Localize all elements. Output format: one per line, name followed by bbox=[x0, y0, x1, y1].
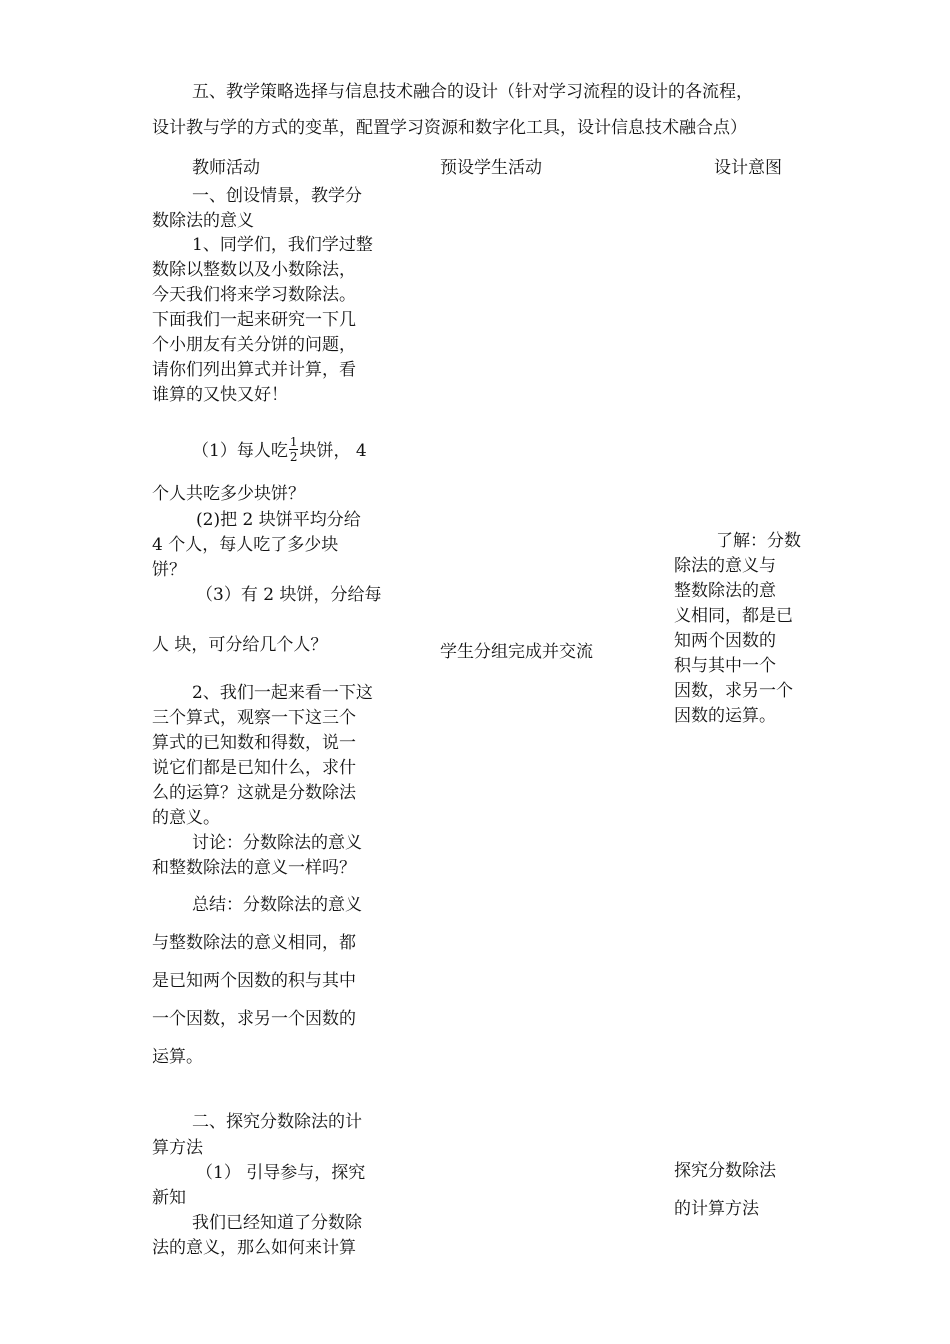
question-3-line: （3）有 2 块饼，分给每 bbox=[196, 585, 382, 605]
column-header-student: 预设学生活动 bbox=[440, 158, 542, 178]
summary-line: 是已知两个因数的积与其中 bbox=[152, 971, 356, 991]
discussion-line: 讨论：分数除法的意义 bbox=[192, 833, 362, 853]
intent-2-line: 探究分数除法 bbox=[674, 1161, 776, 1181]
summary-line: 总结：分数除法的意义 bbox=[192, 895, 362, 915]
paragraph-2-line: 说它们都是已知什么，求什 bbox=[152, 758, 356, 778]
intent-1-line: 因数的运算。 bbox=[674, 706, 776, 726]
discussion-line: 和整数除法的意义一样吗？ bbox=[152, 858, 356, 878]
paragraph-1-line: 数除以整数以及小数除法， bbox=[152, 260, 356, 280]
column-header-intent: 设计意图 bbox=[714, 158, 782, 178]
section-2-title: 二、探究分数除法的计 bbox=[192, 1112, 362, 1132]
intent-1-line: 义相同，都是已 bbox=[674, 606, 793, 626]
question-1-line bbox=[192, 435, 367, 465]
question-2-line: 4 个人，每人吃了多少块 bbox=[152, 535, 339, 555]
section-2-item-1-cont: 新知 bbox=[152, 1188, 186, 1208]
question-2-line: 饼？ bbox=[152, 560, 186, 580]
column-header-teacher: 教师活动 bbox=[192, 158, 260, 178]
intent-1-line: 整数除法的意 bbox=[674, 581, 776, 601]
paragraph-1-line: 今天我们将来学习数除法。 bbox=[152, 285, 356, 305]
summary-line: 一个因数，求另一个因数的 bbox=[152, 1009, 356, 1029]
paragraph-1-line: 谁算的又快又好！ bbox=[152, 385, 288, 405]
paragraph-2-line: 算式的已知数和得数，说一 bbox=[152, 733, 356, 753]
fraction-numerator: 1 bbox=[289, 435, 298, 449]
paragraph-1-line: 请你们列出算式并计算，看 bbox=[152, 360, 356, 380]
fraction-denominator: 2 bbox=[289, 450, 298, 464]
paragraph-2-line: 2、我们一起来看一下这 bbox=[192, 683, 373, 703]
question-1-line-2: 个人共吃多少块饼？ bbox=[152, 484, 305, 504]
paragraph-1-line: 1、同学们，我们学过整 bbox=[192, 235, 373, 255]
intent-1-line: 知两个因数的 bbox=[674, 631, 776, 651]
section-1-title: 一、创设情景，教学分 bbox=[192, 186, 362, 206]
intent-1-line: 积与其中一个 bbox=[674, 656, 776, 676]
section-2-paragraph-line: 我们已经知道了分数除 bbox=[192, 1213, 362, 1233]
intent-2-line: 的计算方法 bbox=[674, 1199, 759, 1219]
summary-line: 与整数除法的意义相同，都 bbox=[152, 933, 356, 953]
paragraph-2-line: 的意义。 bbox=[152, 808, 220, 828]
paragraph-2-line: 么的运算？这就是分数除法 bbox=[152, 783, 356, 803]
fraction-one-half bbox=[289, 436, 299, 463]
question-1-text-b: 块饼， 4 bbox=[299, 441, 367, 461]
intent-1-line: 除法的意义与 bbox=[674, 556, 776, 576]
paragraph-1-line: 下面我们一起来研究一下几 bbox=[152, 310, 356, 330]
intent-1-line: 因数，求另一个 bbox=[674, 681, 793, 701]
intent-1-line: 了解：分数 bbox=[716, 531, 801, 551]
section-2-item-1: （1） 引导参与，探究 bbox=[196, 1163, 366, 1183]
question-1-text-a: （1）每人吃 bbox=[192, 441, 288, 461]
student-activity-1: 学生分组完成并交流 bbox=[440, 642, 593, 662]
section-1-title-cont: 数除法的意义 bbox=[152, 211, 254, 231]
summary-line: 运算。 bbox=[152, 1047, 203, 1067]
question-2-line: (2)把 2 块饼平均分给 bbox=[196, 510, 361, 530]
question-3-line-2: 人 块，可分给几个人？ bbox=[152, 635, 328, 655]
paragraph-1-line: 个小朋友有关分饼的问题， bbox=[152, 335, 356, 355]
section-2-title-cont: 算方法 bbox=[152, 1138, 203, 1158]
section-heading-line-1: 五、教学策略选择与信息技术融合的设计（针对学习流程的设计的各流程， bbox=[192, 82, 753, 102]
section-2-paragraph-line: 法的意义，那么如何来计算 bbox=[152, 1238, 356, 1258]
section-heading-line-2: 设计教与学的方式的变革，配置学习资源和数字化工具，设计信息技术融合点） bbox=[152, 118, 747, 138]
paragraph-2-line: 三个算式，观察一下这三个 bbox=[152, 708, 356, 728]
